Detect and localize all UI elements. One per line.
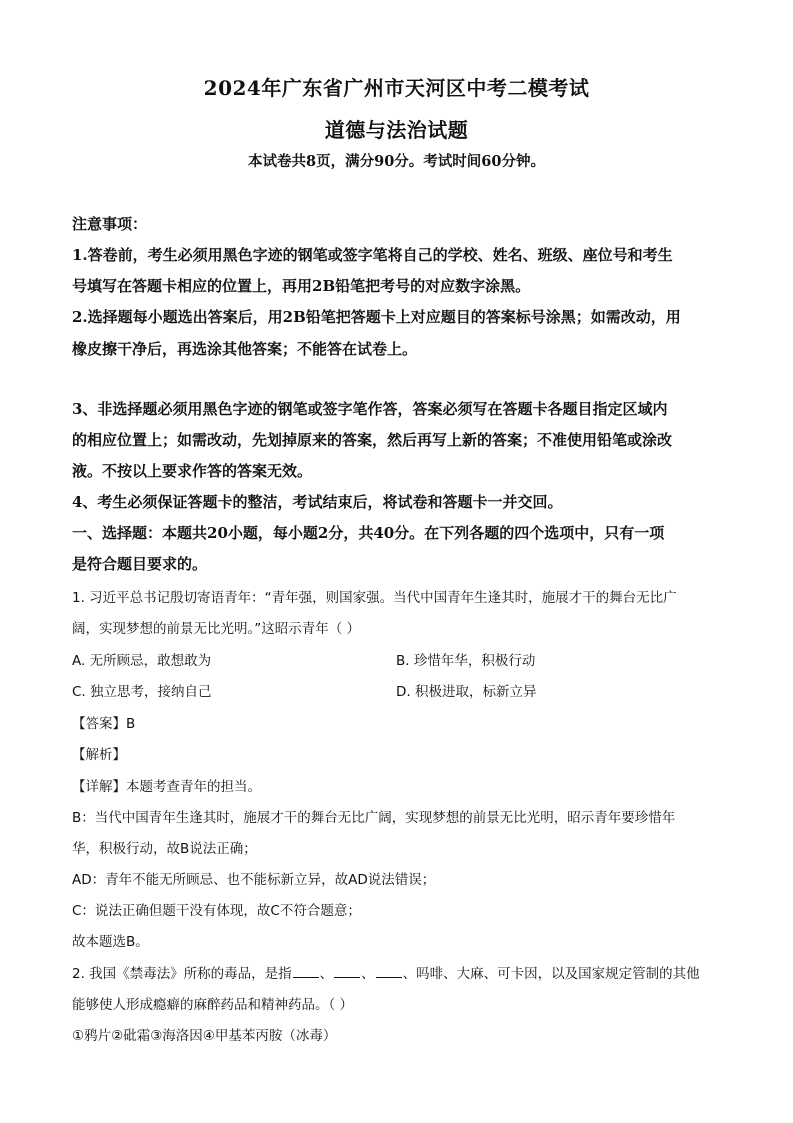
answer-label: 【答案】B [72, 716, 136, 732]
q2-separator: 、 [319, 966, 334, 982]
explanation-line: 故本题选B。 [72, 934, 149, 950]
option-a: A. 无所顾忌，敢想敢为 [72, 653, 212, 669]
question-1-stem: 阔，实现梦想的前景无比光明。”这昭示青年（ ） [72, 621, 361, 637]
q2-suffix: 、吗啡、大麻、可卡因，以及国家规定管制的其他 [402, 966, 700, 982]
exam-subject: 道德与法治试题 [324, 118, 469, 142]
section-heading: 一、选择题：本题共20小题，每小题2分，共40分。在下列各题的四个选项中，只有一项 [72, 524, 665, 542]
exam-info: 本试卷共8页，满分90分。考试时间60分钟。 [248, 153, 545, 170]
notice-line: 3、非选择题必须用黑色字迹的钢笔或签字笔作答，答案必须写在答题卡各题目指定区域内 [72, 400, 668, 418]
exam-title: 2024年广东省广州市天河区中考二模考试 [203, 76, 590, 100]
question-1-stem: 1. 习近平总书记殷切寄语青年：“青年强，则国家强。当代中国青年生逢其时，施展才干的舞台无比广 [72, 590, 677, 606]
notice-heading: 注意事项： [72, 215, 148, 233]
analysis-label: 【解析】 [72, 747, 126, 763]
question-2-stem: 能够使人形成瘾癖的麻醉药品和精神药品。（ ） [72, 997, 354, 1013]
notice-line: 的相应位置上；如需改动，先划掉原来的答案，然后再写上新的答案；不准使用铅笔或涂改 [72, 431, 673, 449]
notice-line: 液。不按以上要求作答的答案无效。 [72, 462, 313, 480]
explanation-line: B：当代中国青年生逢其时，施展才干的舞台无比广阔，实现梦想的前景无比光明，昭示青年要珍惜年 [72, 810, 676, 826]
explanation-line: AD：青年不能无所顾忌、也不能标新立异，故AD说法错误； [72, 872, 436, 888]
notice-line: 橡皮擦干净后，再选涂其他答案；不能答在试卷上。 [72, 340, 418, 358]
option-c: C. 独立思考，接纳自己 [72, 684, 212, 700]
explanation-line: 【详解】本题考查青年的担当。 [72, 779, 261, 795]
fill-blank [334, 965, 360, 978]
notice-line: 4、考生必须保证答题卡的整洁，考试结束后，将试卷和答题卡一并交回。 [72, 493, 563, 511]
question-2-stem [72, 962, 722, 982]
fill-blank [293, 965, 319, 978]
notice-line: 号填写在答题卡相应的位置上，再用2B铅笔把考号的对应数字涂黑。 [72, 277, 531, 295]
q2-prefix: 2. 我国《禁毒法》所称的毒品，是指 [72, 966, 292, 982]
question-2-choices: ①鸦片②砒霜③海洛因④甲基苯丙胺（冰毒） [72, 1028, 337, 1044]
explanation-line: C：说法正确但题干没有体现，故C不符合题意； [72, 903, 361, 919]
fill-blank [376, 965, 402, 978]
option-b: B. 珍惜年华，积极行动 [396, 653, 536, 669]
section-heading: 是符合题目要求的。 [72, 555, 208, 573]
explanation-line: 华，积极行动，故B说法正确； [72, 841, 257, 857]
option-d: D. 积极进取，标新立异 [396, 684, 537, 700]
notice-line: 2.选择题每小题选出答案后，用2B铅笔把答题卡上对应题目的答案标号涂黑；如需改动，用 [72, 308, 681, 326]
q2-separator: 、 [361, 966, 375, 982]
notice-line: 1.答卷前，考生必须用黑色字迹的钢笔或签字笔将自己的学校、姓名、班级、座位号和考生 [72, 246, 673, 264]
